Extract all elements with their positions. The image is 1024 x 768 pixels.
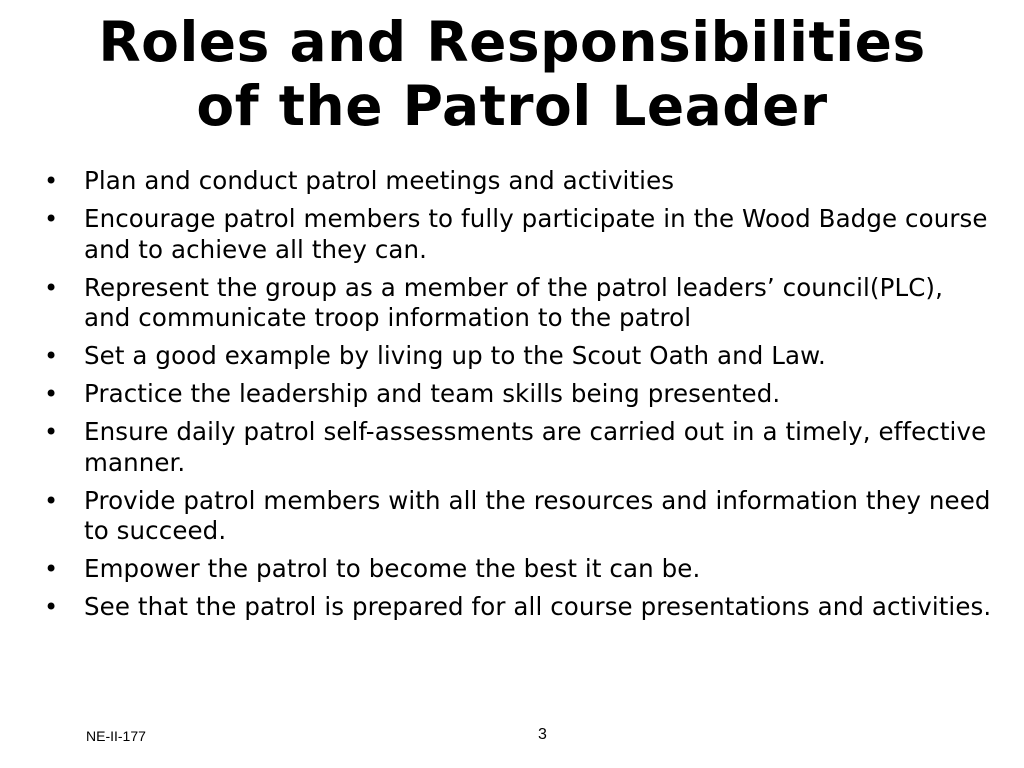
bullet-item (44, 166, 994, 197)
bullet-text: Represent the group as a member of the patrol leaders’ council(PLC), and communicate troop information to the patrol (84, 272, 943, 332)
slide-title (0, 10, 1024, 138)
bullet-icon: • (44, 380, 59, 408)
bullet-text: Ensure daily patrol self-assessments are carried out in a timely, effective manner. (84, 417, 987, 477)
bullet-text: Empower the patrol to become the best it can be. (84, 554, 701, 583)
bullet-item (44, 273, 994, 334)
bullet-item (44, 592, 994, 623)
bullet-item (44, 554, 994, 585)
bullet-item (44, 417, 994, 478)
slide-title-line-1: Roles and Responsibilities (98, 10, 926, 74)
bullet-item (44, 486, 994, 547)
bullet-text: Set a good example by living up to the Scout Oath and Law. (84, 341, 826, 370)
slide-title-line-2: of the Patrol Leader (196, 74, 828, 138)
bullet-text: Practice the leadership and team skills being presented. (84, 379, 781, 408)
footer-code: NE-II-177 (86, 728, 146, 744)
bullet-icon: • (44, 418, 59, 446)
bullet-icon: • (44, 273, 59, 302)
bullet-item (44, 204, 994, 265)
bullet-icon: • (44, 342, 59, 370)
bullet-text: Encourage patrol members to fully participate in the Wood Badge course and to achieve all they can. (84, 204, 988, 264)
page-number: 3 (538, 726, 547, 743)
bullet-text: See that the patrol is prepared for all course presentations and activities. (84, 592, 992, 621)
bullet-icon: • (44, 593, 59, 621)
bullet-icon: • (44, 555, 59, 583)
bullet-icon: • (44, 486, 59, 515)
bullet-icon: • (44, 167, 59, 195)
bullet-item (44, 379, 994, 410)
bullet-icon: • (44, 205, 59, 233)
bullet-text: Plan and conduct patrol meetings and activities (84, 166, 675, 195)
bullet-list (44, 166, 994, 630)
bullet-text: Provide patrol members with all the resources and information they need to succeed. (84, 485, 991, 545)
bullet-item (44, 341, 994, 372)
